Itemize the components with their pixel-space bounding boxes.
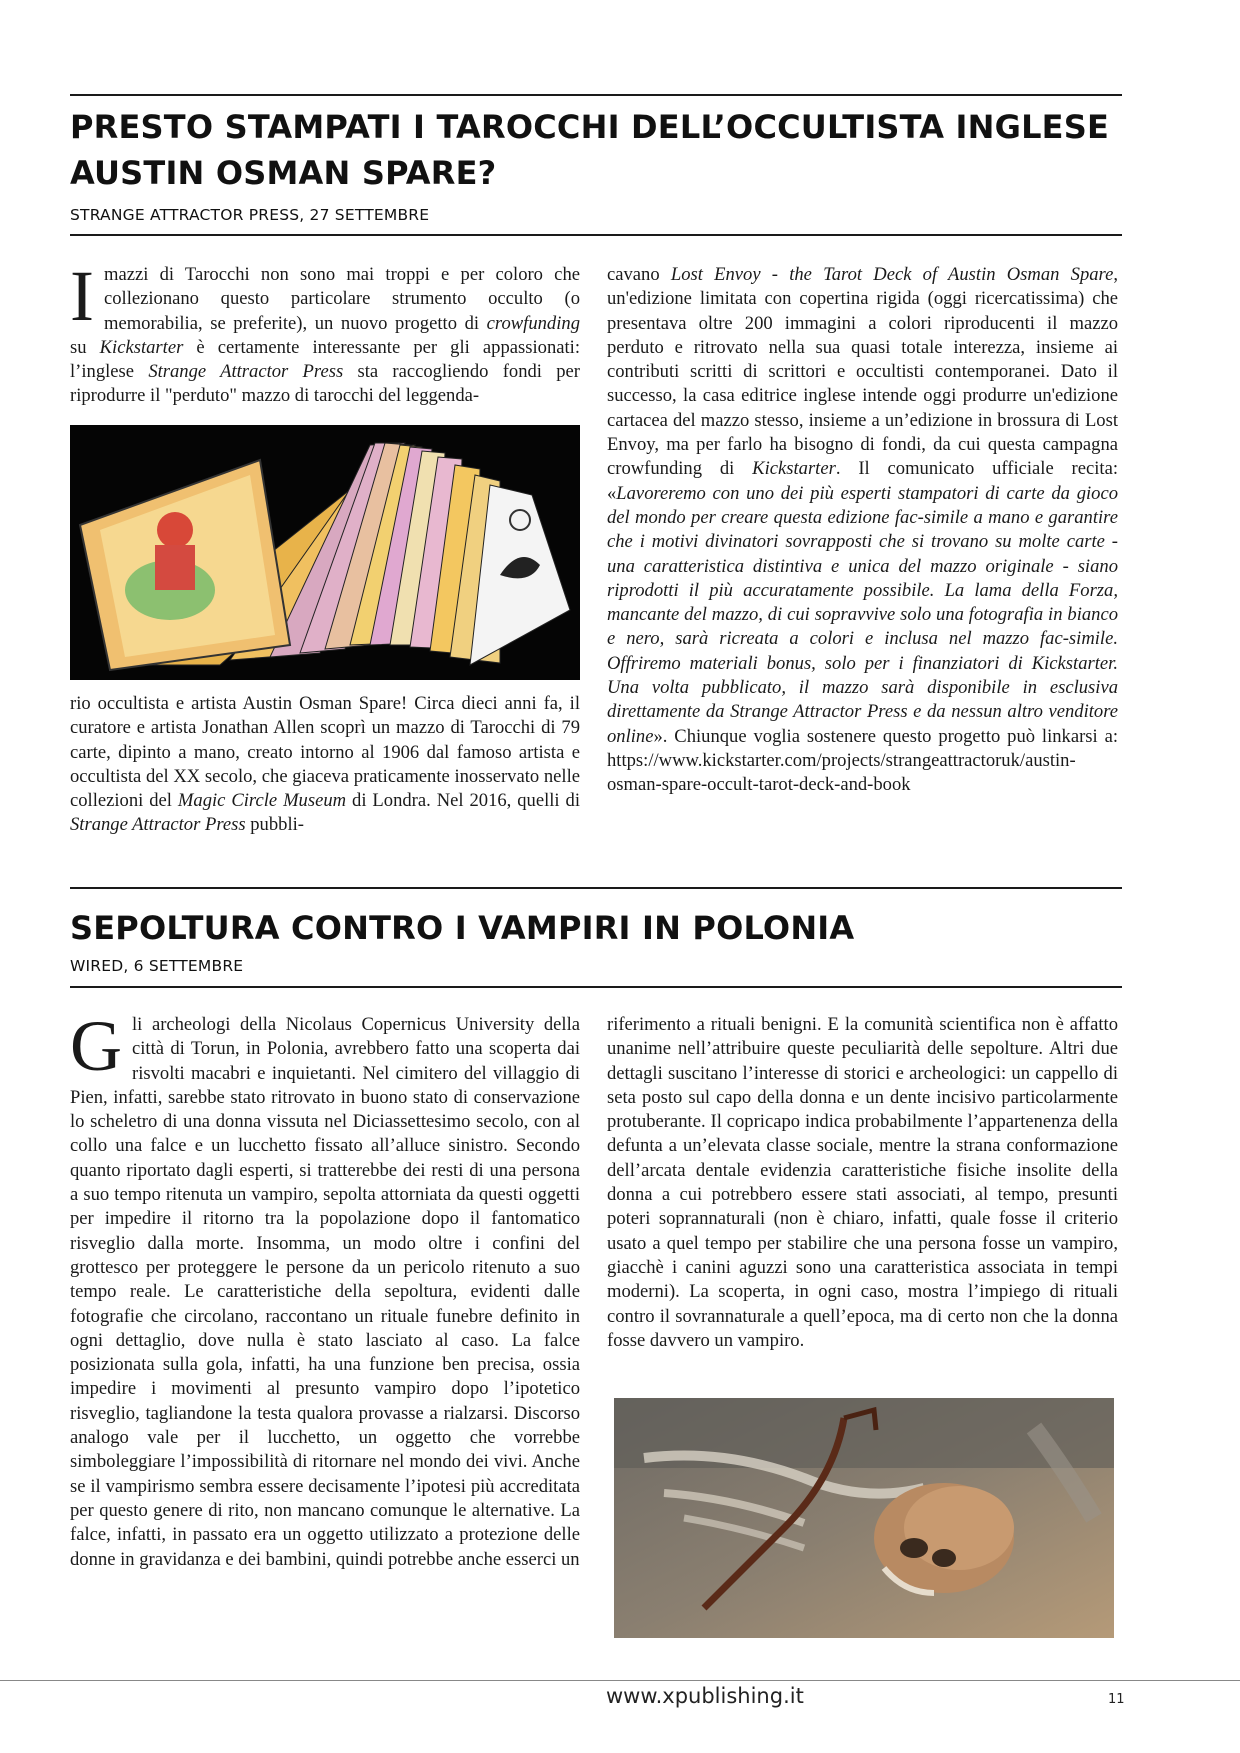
article1-col2-paragraph: cavano Lost Envoy - the Tarot Deck of Austin Osman Spare, un'edizione limitata con copertina rigida (oggi ricercatissima) che presentava oltre 200 immagini a colori riproducenti il mazzo perduto e ritrovato nella sua quasi totale interezza, insieme ai contributi scritti di scrittori e occultisti contemporanei. Dato il successo, la casa editrice inglese intende oggi produrre un'edizione cartacea del mazzo stesso, insieme a un’edizione in brossura di Lost Envoy, ma per farlo ha bisogno di fondi, da cui questa campagna crowfunding di Kickstarter. Il comunicato ufficiale recita: «Lavoreremo con uno dei più esperti stampatori di carte da gioco del mondo per creare questa edizione fac-simile a mano e garantire che i motivi divinatori sovrapposti che si trovano su molte carte - una caratteristica distintiva e unica del mazzo originale - siano riprodotti il più accuratamente possibile. La lama della Forza, mancante del mazzo, di cui sopravvive solo una fotografia in bianco e nero, sarà ricreata a colori e inclusa nel mazzo fac-simile. Offriremo materiali bonus, solo per i finanziatori di Kickstarter. Una volta pubblicato, il mazzo sarà disponibile in esclusiva direttamente da Strange Attractor Press e da nessun altro venditore online». Chiunque voglia sostenere questo progetto può linkarsi a: https://www.kickstarter.com/projects/strangeattractoruk/austin-osman-spare-occult-tarot-deck-and-book (607, 264, 1119, 796)
article1-title-line2: AUSTIN OSMAN SPARE? (70, 154, 497, 192)
article2-col1-paragraph: Gli archeologi della Nicolaus Copernicus University della città di Torun, in Polonia, avrebbero fatto una scoperta dai risvolti macabri e inquietanti. Nel cimitero del villaggio di Pien, infatti, sarebbe stato ritrovato in buono stato di conservazione lo scheletro di una donna vissuta nel Diciassettesimo secolo, con al collo una falce e un lucchetto fissato all’alluce sinistro. Secondo quanto riportato dagli esperti, si tratterebbe dei resti di una persona a suo tempo ritenuta un vampiro, sepolta attorniata da questi oggetti per impedire il ritorno tra la popolazione dopo il fantomatico risveglio dalla morte. Insomma, un modo oltre i confini del grottesco per proteggere le persone da un pericolo ritenuto a suo tempo reale. Le caratteristiche della sepoltura, evidenti dalle fotografie che circolano, raccontano un rituale funebre definito in ogni dettaglio, dove nulla è stato lasciato al caso. La falce posizionata sulla gola, infatti, ha una funzione ben precisa, ossia impedire i movimenti al presunto vampiro dopo l’ipotetico risveglio, tagliandone la testa qualora provasse a rialzarsi. Discorso analogo vale per il lucchetto, un oggetto che vorrebbe simboleggiare l’impossibilità di ritornare nel mondo dei vivi. Anche se il vampirismo sembra essere decisamente l’ipotesi più accreditata per questo genere di rito, non mancano comunque le alternative. La falce, infatti, in passato era un oggetto utilizzato a protezione delle donne in gravidanza e dei bambini, quindi potrebbe anche esserci un (70, 1006, 580, 1570)
article2-source: WIRED, 6 SETTEMBRE (70, 957, 244, 975)
article2-rule (70, 986, 1122, 988)
article1-col1-bottom (70, 692, 580, 838)
article2-dropcap: G (70, 1006, 122, 1086)
article2-col1 (70, 1006, 580, 1572)
article1-col1-top (70, 256, 580, 409)
footer-url: www.xpublishing.it (606, 1684, 804, 1708)
burial-skeleton-photo (614, 1398, 1114, 1638)
top-rule (70, 94, 1122, 96)
tarot-cards-photo (70, 425, 580, 680)
page-number: 11 (1108, 1692, 1125, 1707)
article2-top-rule (70, 887, 1122, 889)
article2-col2 (607, 1013, 1118, 1353)
article1-col1-paragraph: rio occultista e artista Austin Osman Spare! Circa dieci anni fa, il curatore e artista Jonathan Allen scoprì un mazzo di Tarocchi di 79 carte, dipinto a mano, creato intorno al 1906 dal famoso artista e occultista del XX secolo, che giaceva praticamente inosservato nelle collezioni del Magic Circle Museum di Londra. Nel 2016, quelli di Strange Attractor Press pubbli- (70, 693, 580, 836)
article1-title-line1: PRESTO STAMPATI I TAROCCHI DELL’OCCULTISTA INGLESE (70, 108, 1110, 146)
article1-col2 (607, 263, 1118, 798)
article1-title (70, 104, 1122, 196)
footer-rule (0, 1680, 1240, 1681)
article1-intro-paragraph: Imazzi di Tarocchi non sono mai troppi e per coloro che collezionano questo particolare strumento occulto (o memorabilia, se preferite), un nuovo progetto di crowfunding su Kickstarter è certamente interessante per gli appassionati: l’inglese Strange Attractor Press sta raccogliendo fondi per riprodurre il "perduto" mazzo di tarocchi del leggenda- (70, 256, 580, 407)
article1-dropcap: I (70, 256, 94, 336)
article2-col2-paragraph: riferimento a rituali benigni. E la comunità scientifica non è affatto unanime nell’attribuire queste peculiarità delle sepolture. Altri due dettagli suscitano l’interesse di storici e archeologici: un cappello di seta posto sul capo della donna e un dente incisivo particolarmente protuberante. Il copricapo indica probabilmente l’appartenenza della defunta a un’elevata classe sociale, mentre la strana conformazione dell’arcata dentale evidenzia caratteristiche fisiche insolite della donna a cui potrebbero essere stati associati, al tempo, presunti poteri soprannaturali (non è chiaro, infatti, quale fosse il criterio usato a quel tempo per stabilire che una persona fosse un vampiro, giacchè i canini aguzzi sono una caratteristica associata in tempi moderni). La scoperta, in ogni caso, mostra l’impiego di rituali contro il sovrannaturale a quell’epoca, ma di certo non che la donna fosse davvero un vampiro. (607, 1014, 1118, 1351)
article1-source: STRANGE ATTRACTOR PRESS, 27 SETTEMBRE (70, 206, 430, 224)
article1-rule (70, 234, 1122, 236)
article2-title: SEPOLTURA CONTRO I VAMPIRI IN POLONIA (70, 909, 855, 947)
